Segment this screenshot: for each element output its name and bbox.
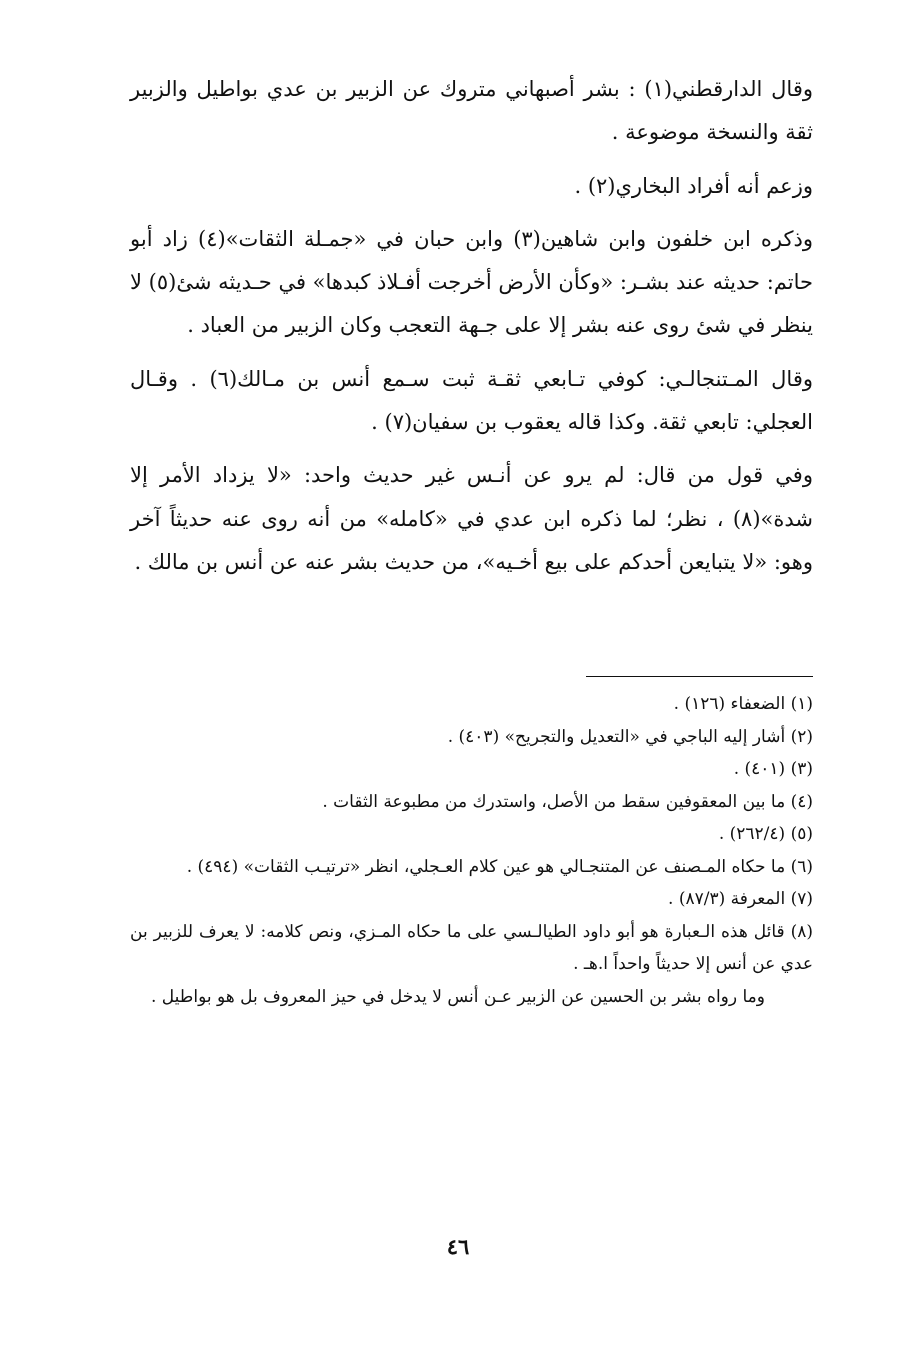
footnote-8-continuation: وما رواه بشر بن الحسين عن الزبير عـن أنس لا يدخل في حيز المعروف بل هو بواطيل . xyxy=(151,986,765,1007)
footnotes xyxy=(130,688,813,1013)
footnote-divider xyxy=(586,676,813,677)
main-text xyxy=(130,68,813,584)
footnote-7: (٧) المعرفة (٨٧/٣) . xyxy=(668,889,813,909)
footnote-5: (٥) (٢٦٢/٤) . xyxy=(718,824,813,844)
footnote-3: (٣) (٤٠١) . xyxy=(733,759,813,779)
paragraph-bukhari: وزعم أنه أفراد البخاري(٢) . xyxy=(574,173,813,198)
footnote-4: (٤) ما بين المعقوفين سقط من الأصل، واستدرك من مطبوعة الثقات . xyxy=(322,791,813,812)
paragraph-ibn-khalfun: وذكره ابن خلفون وابن شاهين(٣) وابن حبان في «جمـلة الثقات»(٤) زاد أبو حاتم: حديثه عند بشـر: «وكأن الأرض أخرجت أفـلاذ كبدها» في حـديثه شئ(٥) لا ينظر في شئ روى عنه بشر إلا على جـهة التعجب وكان الزبير من العباد . xyxy=(130,226,813,338)
footnote-1: (١) الضعفاء (١٢٦) . xyxy=(673,694,813,714)
paragraph-daraqutni: وقال الدارقطني(١) : بشر أصبهاني متروك عن الزبير بن عدي بواطيل والزبير ثقة والنسخة موضوعة . xyxy=(130,77,814,145)
paragraph-single-hadith: وفي قول من قال: لم يرو عن أنـس غير حديث واحد: «لا يزداد الأمر إلا شدة»(٨) ، نظر؛ لما ذكره ابن عدي في «كامله» من أنه روى عنه حديثاً آخر وهو: «لا يتبايعن أحدكم على بيع أخـيه»، من حديث بشر عنه عن أنس بن مالك . xyxy=(130,463,813,574)
paragraph-mutanjali: وقال المـتنجالـي: كوفي تـابعي ثقـة ثبت سـمع أنس بن مـالك(٦) . وقـال العجلي: تابعي ثقة. وكذا قاله يعقوب بن سفيان(٧) . xyxy=(130,366,813,435)
footnote-2: (٢) أشار إليه الباجي في «التعديل والتجريح» (٤٠٣) . xyxy=(447,726,813,747)
footnote-8: (٨) قائل هذه الـعبارة هو أبو داود الطيالـسي على ما حكاه المـزي، ونص كلامه: لا يعرف للزبير بن عدي عن أنس إلا حديثاً واحداً ا.هـ . xyxy=(130,921,813,974)
page-number: ٤٦ xyxy=(446,1234,470,1259)
footnote-6: (٦) ما حكاه المـصنف عن المتنجـالي هو عين كلام العـجلي، انظر «ترتيـب الثقات» (٤٩٤) . xyxy=(186,856,813,877)
